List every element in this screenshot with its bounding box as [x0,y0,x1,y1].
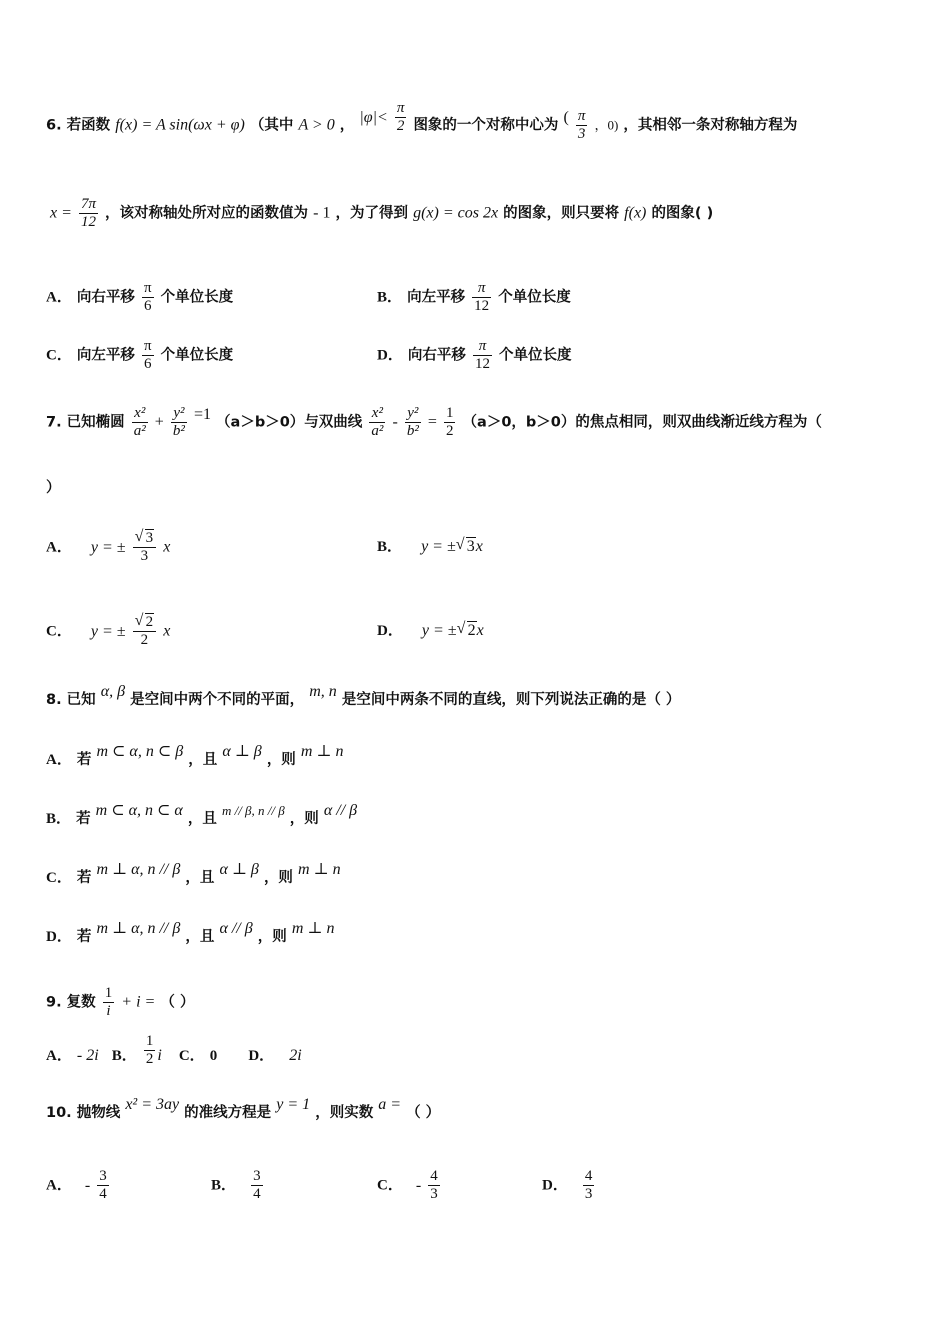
q9-option-d[interactable]: D． 2i [248,1046,302,1064]
q7-ellipse-y-term: $\frac{\text{y²}}{\text{b²}}$ [172,405,185,439]
q6-option-c[interactable]: C． 向左平移 $\frac{\pi}{6}$ 个单位长度 [46,338,234,372]
q6-cond-phi: |φ|< [359,108,388,126]
q6-pi-over-3: $\frac{\pi}{3}$ [577,108,586,142]
q9-option-c[interactable]: C． 0 [178,1047,218,1064]
q7-hyperbola-y-term: $\frac{\text{y²}}{\text{b²}}$ [406,405,419,439]
q8-option-c[interactable]: C． 若 m ⊥ α, n // β ，且 α ⊥ β ，则 m ⊥ n [46,861,341,886]
q8-option-b[interactable]: B． 若 m ⊂ α, n ⊂ α ，且 m // β, n // β ，则 α // β [46,802,358,827]
q6-pi-over-2: $\frac{\pi}{2}$ [396,100,405,134]
q6-number: 6. [46,117,62,134]
q10-option-d[interactable]: D． $\frac{4}{3}$ [542,1168,593,1202]
q10-stem: 10. 抛物线 x² = 3ay 的准线方程是 y = 1 ，则实数 a = （ ） [46,1096,441,1121]
q7-hyperbola-x-term: $\frac{\text{x²}}{\text{a²}}$ [371,405,384,439]
q9-one-over-i: $\frac{1}{i}$ [104,985,113,1019]
q6-cond-a: A > 0 [298,116,335,134]
q6-option-a[interactable]: A． 向右平移 $\frac{\pi}{6}$ 个单位长度 [46,280,234,314]
q9-stem: 9. 复数 $\frac{1}{i}$ + i = （ ） [46,985,195,1019]
q6-seven-pi-over-12: $\frac{7\pi}{12}$ [80,196,96,230]
q7-option-b[interactable]: B． y = ±√ 3x [377,537,483,557]
q10-option-b[interactable]: B． $\frac{3}{4}$ [211,1168,261,1202]
q8-option-a[interactable]: A． 若 m ⊂ α, n ⊂ β ，且 α ⊥ β ，则 m ⊥ n [46,743,344,768]
q6-option-d[interactable]: D． 向右平移 $\frac{\pi}{12}$ 个单位长度 [377,338,572,372]
q10-option-c[interactable]: C． - $\frac{4}{3}$ [377,1168,438,1202]
q9-option-a[interactable]: A． - 2i [46,1046,99,1064]
q7-option-a[interactable]: A． y = ± √ $\frac{3}{3}$ x [46,530,170,565]
q8-option-d[interactable]: D． 若 m ⊥ α, n // β ，且 α // β ，则 m ⊥ n [46,920,335,945]
q9-options [46,1033,302,1068]
q9-option-b[interactable]: B． $\frac{1}{2}$ i [111,1033,162,1067]
q6-function: f(x) = A sin(ωx + φ) [115,116,245,134]
q6-line1: 6. 若函数 f(x) = A sin(ωx + φ) （其中 A > 0 ， |φ|< $\frac{\pi}{2}$ 图象的一个对称中心为 ( $\frac{\pi}{3}$ ，0) ，其相邻一条对称轴方程为 [46,100,798,142]
q7-option-d[interactable]: D． y = ±√ 2x [377,621,484,641]
q10-option-a[interactable]: A． - $\frac{3}{4}$ [46,1168,107,1202]
q7-line1: 7. 已知椭圆 $\frac{\text{x²}}{\text{a²}}$ + $\frac{\text{y²}}{\text{b²}}$ =1 （a＞b＞0）与双曲线 $\frac{\text{x²}}{\text{a²}}$ - $\frac{\text{y²}}{\text{b²}}$ = $\frac{1}{2}$ （a＞0，b＞0）的焦点相同，则双曲线渐近线方程为（ [46,405,822,439]
q6-text: 若函数 [66,117,111,134]
q8-stem: 8. 已知 α, β 是空间中两个不同的平面， m, n 是空间中两条不同的直线，则下列说法正确的是（ ） [46,683,681,708]
q6-line2: x = $\frac{7\pi}{12}$ ，该对称轴处所对应的函数值为 - 1 ，为了得到 g(x) = cos 2x 的图象，则只要将 f(x) 的图象( ) [50,196,714,230]
q7-option-c[interactable]: C． y = ± √ $\frac{2}{2}$ x [46,614,170,649]
q7-line2: ） [46,480,61,496]
q7-ellipse-x-term: $\frac{\text{x²}}{\text{a²}}$ [133,405,146,439]
q6-option-b[interactable]: B． 向左平移 $\frac{\pi}{12}$ 个单位长度 [377,280,571,314]
q6-g-function: g(x) = cos 2x [413,204,499,222]
